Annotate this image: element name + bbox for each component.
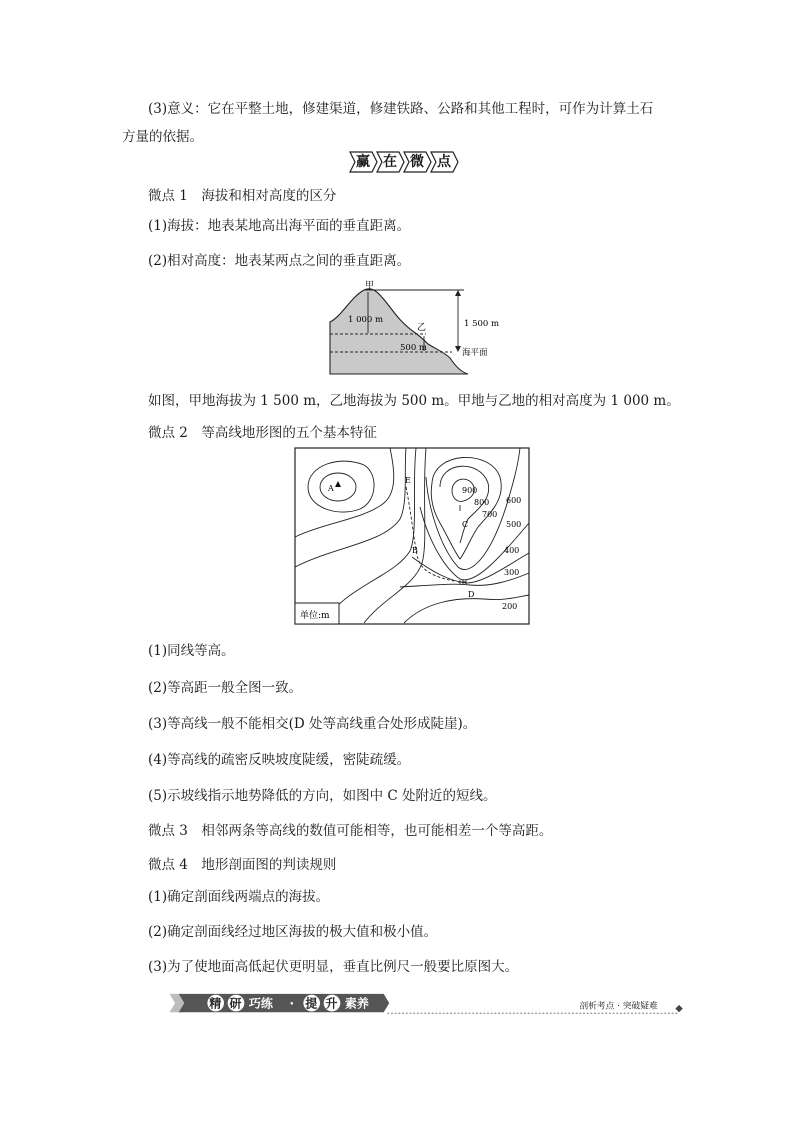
point3-title: 微点 3 相邻两条等高线的数值可能相等，也可能相差一个等高距。 — [148, 823, 553, 839]
label-yi: 乙 — [417, 323, 427, 333]
label-500m: 500 m — [400, 343, 427, 353]
footer-char-jing: 精 — [209, 996, 222, 1011]
point1-item2: (2)相对高度：地表某两点之间的垂直距离。 — [148, 253, 411, 269]
banner-chevron-1 — [348, 151, 378, 173]
point2-title: 微点 2 等高线地形图的五个基本特征 — [148, 425, 377, 441]
contour-label-200: 200 — [502, 602, 518, 611]
altitude-figure — [328, 278, 518, 378]
banner-char: 赢 — [356, 154, 370, 170]
label-1500m: 1 500 m — [464, 319, 500, 329]
feature-5: (5)示坡线指示地势降低的方向，如图中 C 处附近的短线。 — [148, 788, 497, 804]
feature-3: (3)等高线一般不能相交(D 处等高线重合处形成陡崖)。 — [148, 716, 477, 732]
unit-label: 单位:m — [300, 611, 330, 621]
fig1-caption: 如图，甲地海拔为 1 500 m，乙地海拔为 500 m。甲地与乙地的相对高度为 1 000 m。 — [148, 393, 680, 409]
feature-1: (1)同线等高。 — [148, 643, 235, 659]
contour-label-300: 300 — [504, 568, 520, 577]
footer-dot: · — [289, 996, 295, 1011]
label-jia: 甲 — [365, 281, 375, 291]
section-banner — [348, 151, 456, 175]
banner-chevron-3 — [402, 151, 432, 173]
contour-label-800: 800 — [474, 498, 490, 507]
label-b: B — [412, 546, 418, 555]
banner-chevron-2 — [375, 151, 405, 173]
footer-right-text: 剖析考点 · 突破疑难 — [579, 1001, 658, 1012]
footer-text-suyang: 素养 — [344, 996, 369, 1011]
contour-label-900: 900 — [462, 486, 478, 495]
banner-char: 点 — [437, 154, 451, 170]
banner-chevron-4 — [429, 151, 459, 173]
label-1000m: 1 000 m — [348, 315, 384, 325]
contour-label-700: 700 — [482, 510, 498, 519]
footer-text-qiaolian: 巧练 — [248, 996, 273, 1011]
label-d: D — [468, 590, 475, 599]
point4-title: 微点 4 地形剖面图的判读规则 — [148, 857, 337, 873]
footer-char-sheng: 升 — [325, 996, 338, 1011]
point4-item-3: (3)为了使地面高低起伏更明显，垂直比例尺一般要比原图大。 — [148, 959, 519, 975]
label-a: A — [328, 484, 334, 493]
contour-label-500: 500 — [506, 520, 522, 529]
footer-char-ti: 提 — [305, 996, 318, 1011]
point1-title: 微点 1 海拔和相对高度的区分 — [148, 188, 337, 204]
contour-map — [294, 447, 530, 625]
label-c: C — [462, 520, 469, 529]
feature-4: (4)等高线的疏密反映坡度陡缓，密陡疏缓。 — [148, 752, 411, 768]
intro-line-2: 方量的依据。 — [122, 129, 203, 145]
diamond-icon — [675, 1005, 682, 1012]
mountain-shape — [330, 289, 468, 374]
contour-label-400: 400 — [504, 546, 520, 555]
intro-line-1: (3)意义：它在平整土地，修建渠道，修建铁路、公路和其他工程时，可作为计算土石 — [148, 101, 654, 117]
banner-char: 在 — [383, 154, 397, 170]
point4-item-1: (1)确定剖面线两端点的海拔。 — [148, 889, 330, 905]
contour-label-600: 600 — [506, 496, 522, 505]
point1-item1: (1)海拔：地表某地高出海平面的垂直距离。 — [148, 218, 411, 234]
banner-char: 微 — [410, 154, 424, 170]
practice-banner — [148, 992, 708, 1016]
label-e: E — [405, 476, 411, 485]
label-sea-level: 海平面 — [462, 348, 488, 358]
feature-2: (2)等高距一般全图一致。 — [148, 680, 303, 696]
footer-char-yan: 研 — [229, 996, 242, 1011]
point4-item-2: (2)确定剖面线经过地区海拔的极大值和极小值。 — [148, 924, 438, 940]
